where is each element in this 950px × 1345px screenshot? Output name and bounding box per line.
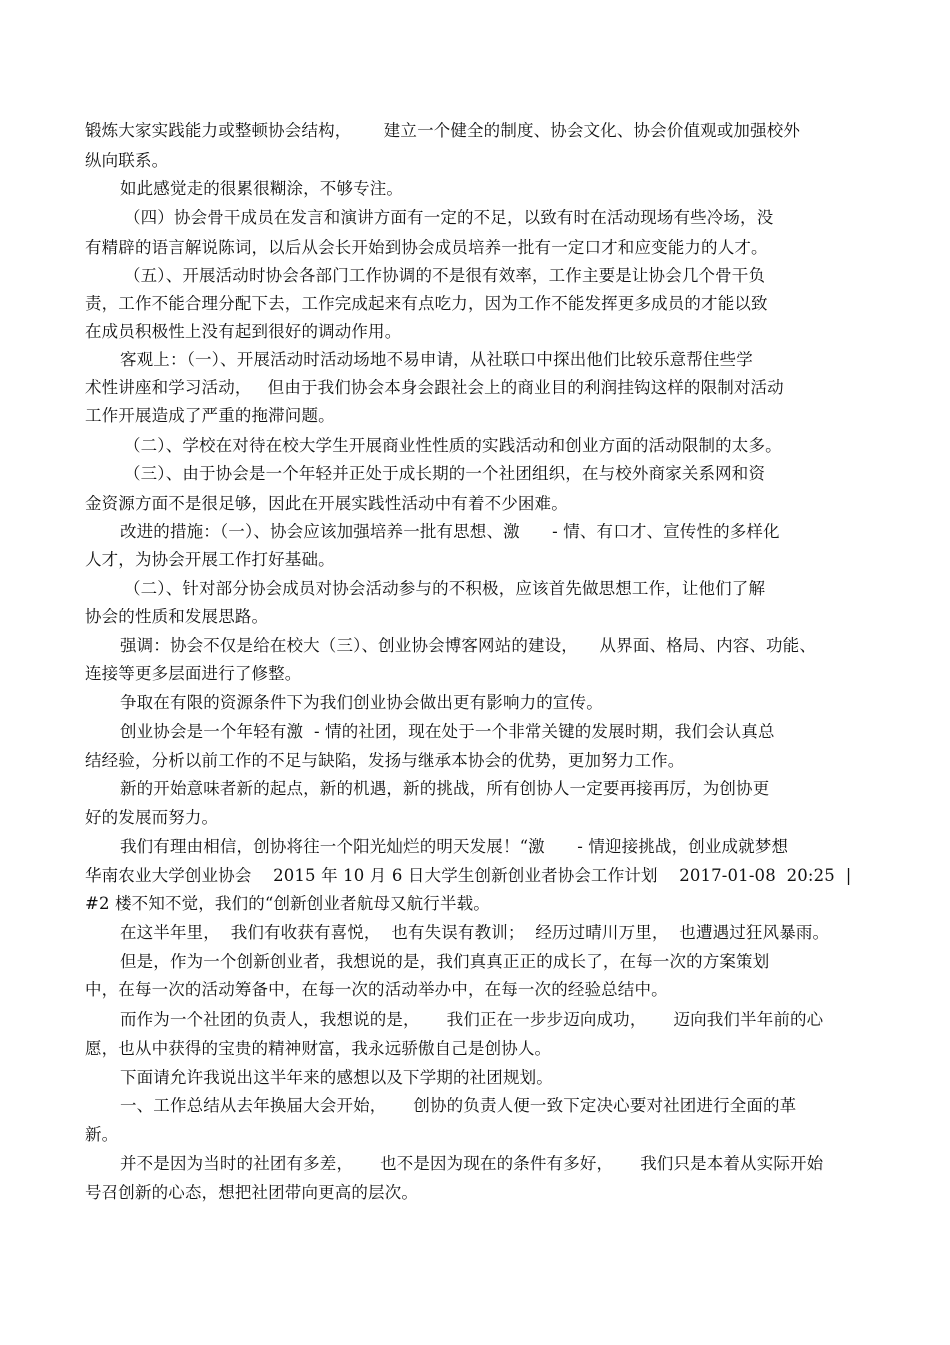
text-line: 金资源方面不是很足够，因此在开展实践性活动中有着不少困难。 bbox=[85, 494, 568, 513]
text-line: 连接等更多层面进行了修整。 bbox=[85, 664, 302, 683]
text-line: 我们有理由相信，创协将往一个阳光灿烂的明天发展！“激 - 情迎接挑战，创业成就梦想 bbox=[120, 837, 789, 856]
text-line: 客观上：（一）、开展活动时活动场地不易申请，从社联口中探出他们比较乐意帮住些学 bbox=[120, 350, 753, 369]
text-line: （五）、开展活动时协会各部门工作协调的不是很有效率，工作主要是让协会几个骨干负 bbox=[124, 266, 766, 285]
text-line: 有精辟的语言解说陈词，以后从会长开始到协会成员培养一批有一定口才和应变能力的人才。 bbox=[85, 238, 768, 257]
text-line: 争取在有限的资源条件下为我们创业协会做出更有影响力的宣传。 bbox=[120, 693, 603, 712]
text-line: （四）协会骨干成员在发言和演讲方面有一定的不足，以致有时在活动现场有些冷场，没 bbox=[124, 208, 774, 227]
text-line: 好的发展而努力。 bbox=[85, 808, 219, 827]
text-line: 中，在每一次的活动筹备中，在每一次的活动举办中，在每一次的经验总结中。 bbox=[85, 980, 668, 999]
text-line: 下面请允许我说出这半年来的感想以及下学期的社团规划。 bbox=[120, 1068, 553, 1087]
text-line: （二）、学校在对待在校大学生开展商业性性质的实践活动和创业方面的活动限制的太多。 bbox=[124, 436, 782, 455]
text-line: 华南农业大学创业协会 2015 年 10 月 6 日大学生创新创业者协会工作计划 2017-01-08 20:25 | bbox=[85, 866, 852, 885]
text-line: （二）、针对部分协会成员对协会活动参与的不积极，应该首先做思想工作，让他们了解 bbox=[124, 579, 766, 598]
text-line: 在这半年里， 我们有收获有喜悦， 也有失误有教训； 经历过晴川万里， 也遭遇过狂风暴雨。 bbox=[120, 923, 830, 942]
text-line: 创业协会是一个年轻有激 - 情的社团，现在处于一个非常关键的发展时期，我们会认真总 bbox=[120, 722, 775, 741]
text-line: 人才，为协会开展工作打好基础。 bbox=[85, 550, 335, 569]
text-line: 而作为一个社团的负责人，我想说的是， 我们正在一步步迈向成功， 迈向我们半年前的心 bbox=[120, 1010, 824, 1029]
text-line: 改进的措施：（一）、协会应该加强培养一批有思想、激 - 情、有口才、宣传性的多样化 bbox=[120, 522, 780, 541]
text-line: 在成员积极性上没有起到很好的调动作用。 bbox=[85, 322, 402, 341]
text-line: （三）、由于协会是一个年轻并正处于成长期的一个社团组织，在与校外商家关系网和资 bbox=[124, 464, 766, 483]
text-line: 如此感觉走的很累很糊涂，不够专注。 bbox=[120, 179, 404, 198]
text-line: 工作开展造成了严重的拖滞问题。 bbox=[85, 406, 335, 425]
text-line: 协会的性质和发展思路。 bbox=[85, 607, 269, 626]
text-line: 术性讲座和学习活动， 但由于我们协会本身会跟社会上的商业目的利润挂钩这样的限制对活动 bbox=[85, 378, 784, 397]
text-line: 纵向联系。 bbox=[85, 151, 169, 170]
text-line: 责，工作不能合理分配下去，工作完成起来有点吃力，因为工作不能发挥更多成员的才能以致 bbox=[85, 294, 768, 313]
text-line: 强调：协会不仅是给在校大（三）、创业协会博客网站的建设， 从界面、格局、内容、功能、 bbox=[120, 636, 816, 655]
text-line: 一、工作总结从去年换届大会开始， 创协的负责人便一致下定决心要对社团进行全面的革 bbox=[120, 1096, 797, 1115]
text-line: 并不是因为当时的社团有多差， 也不是因为现在的条件有多好， 我们只是本着从实际开始 bbox=[120, 1154, 824, 1173]
text-line: 新。 bbox=[85, 1125, 119, 1144]
text-line: #2 楼不知不觉，我们的“创新创业者航母又航行半载。 bbox=[85, 894, 490, 913]
text-line: 新的开始意味者新的起点，新的机遇，新的挑战，所有创协人一定要再接再厉，为创协更 bbox=[120, 779, 770, 798]
text-line: 锻炼大家实践能力或整顿协会结构， 建立一个健全的制度、协会文化、协会价值观或加强校外 bbox=[85, 121, 801, 140]
text-line: 结经验，分析以前工作的不足与缺陷，发扬与继承本协会的优势，更加努力工作。 bbox=[85, 751, 685, 770]
text-line: 号召创新的心态，想把社团带向更高的层次。 bbox=[85, 1183, 418, 1202]
text-line: 但是，作为一个创新创业者，我想说的是，我们真真正正的成长了，在每一次的方案策划 bbox=[120, 952, 770, 971]
text-line: 愿，也从中获得的宝贵的精神财富，我永远骄傲自己是创协人。 bbox=[85, 1039, 552, 1058]
